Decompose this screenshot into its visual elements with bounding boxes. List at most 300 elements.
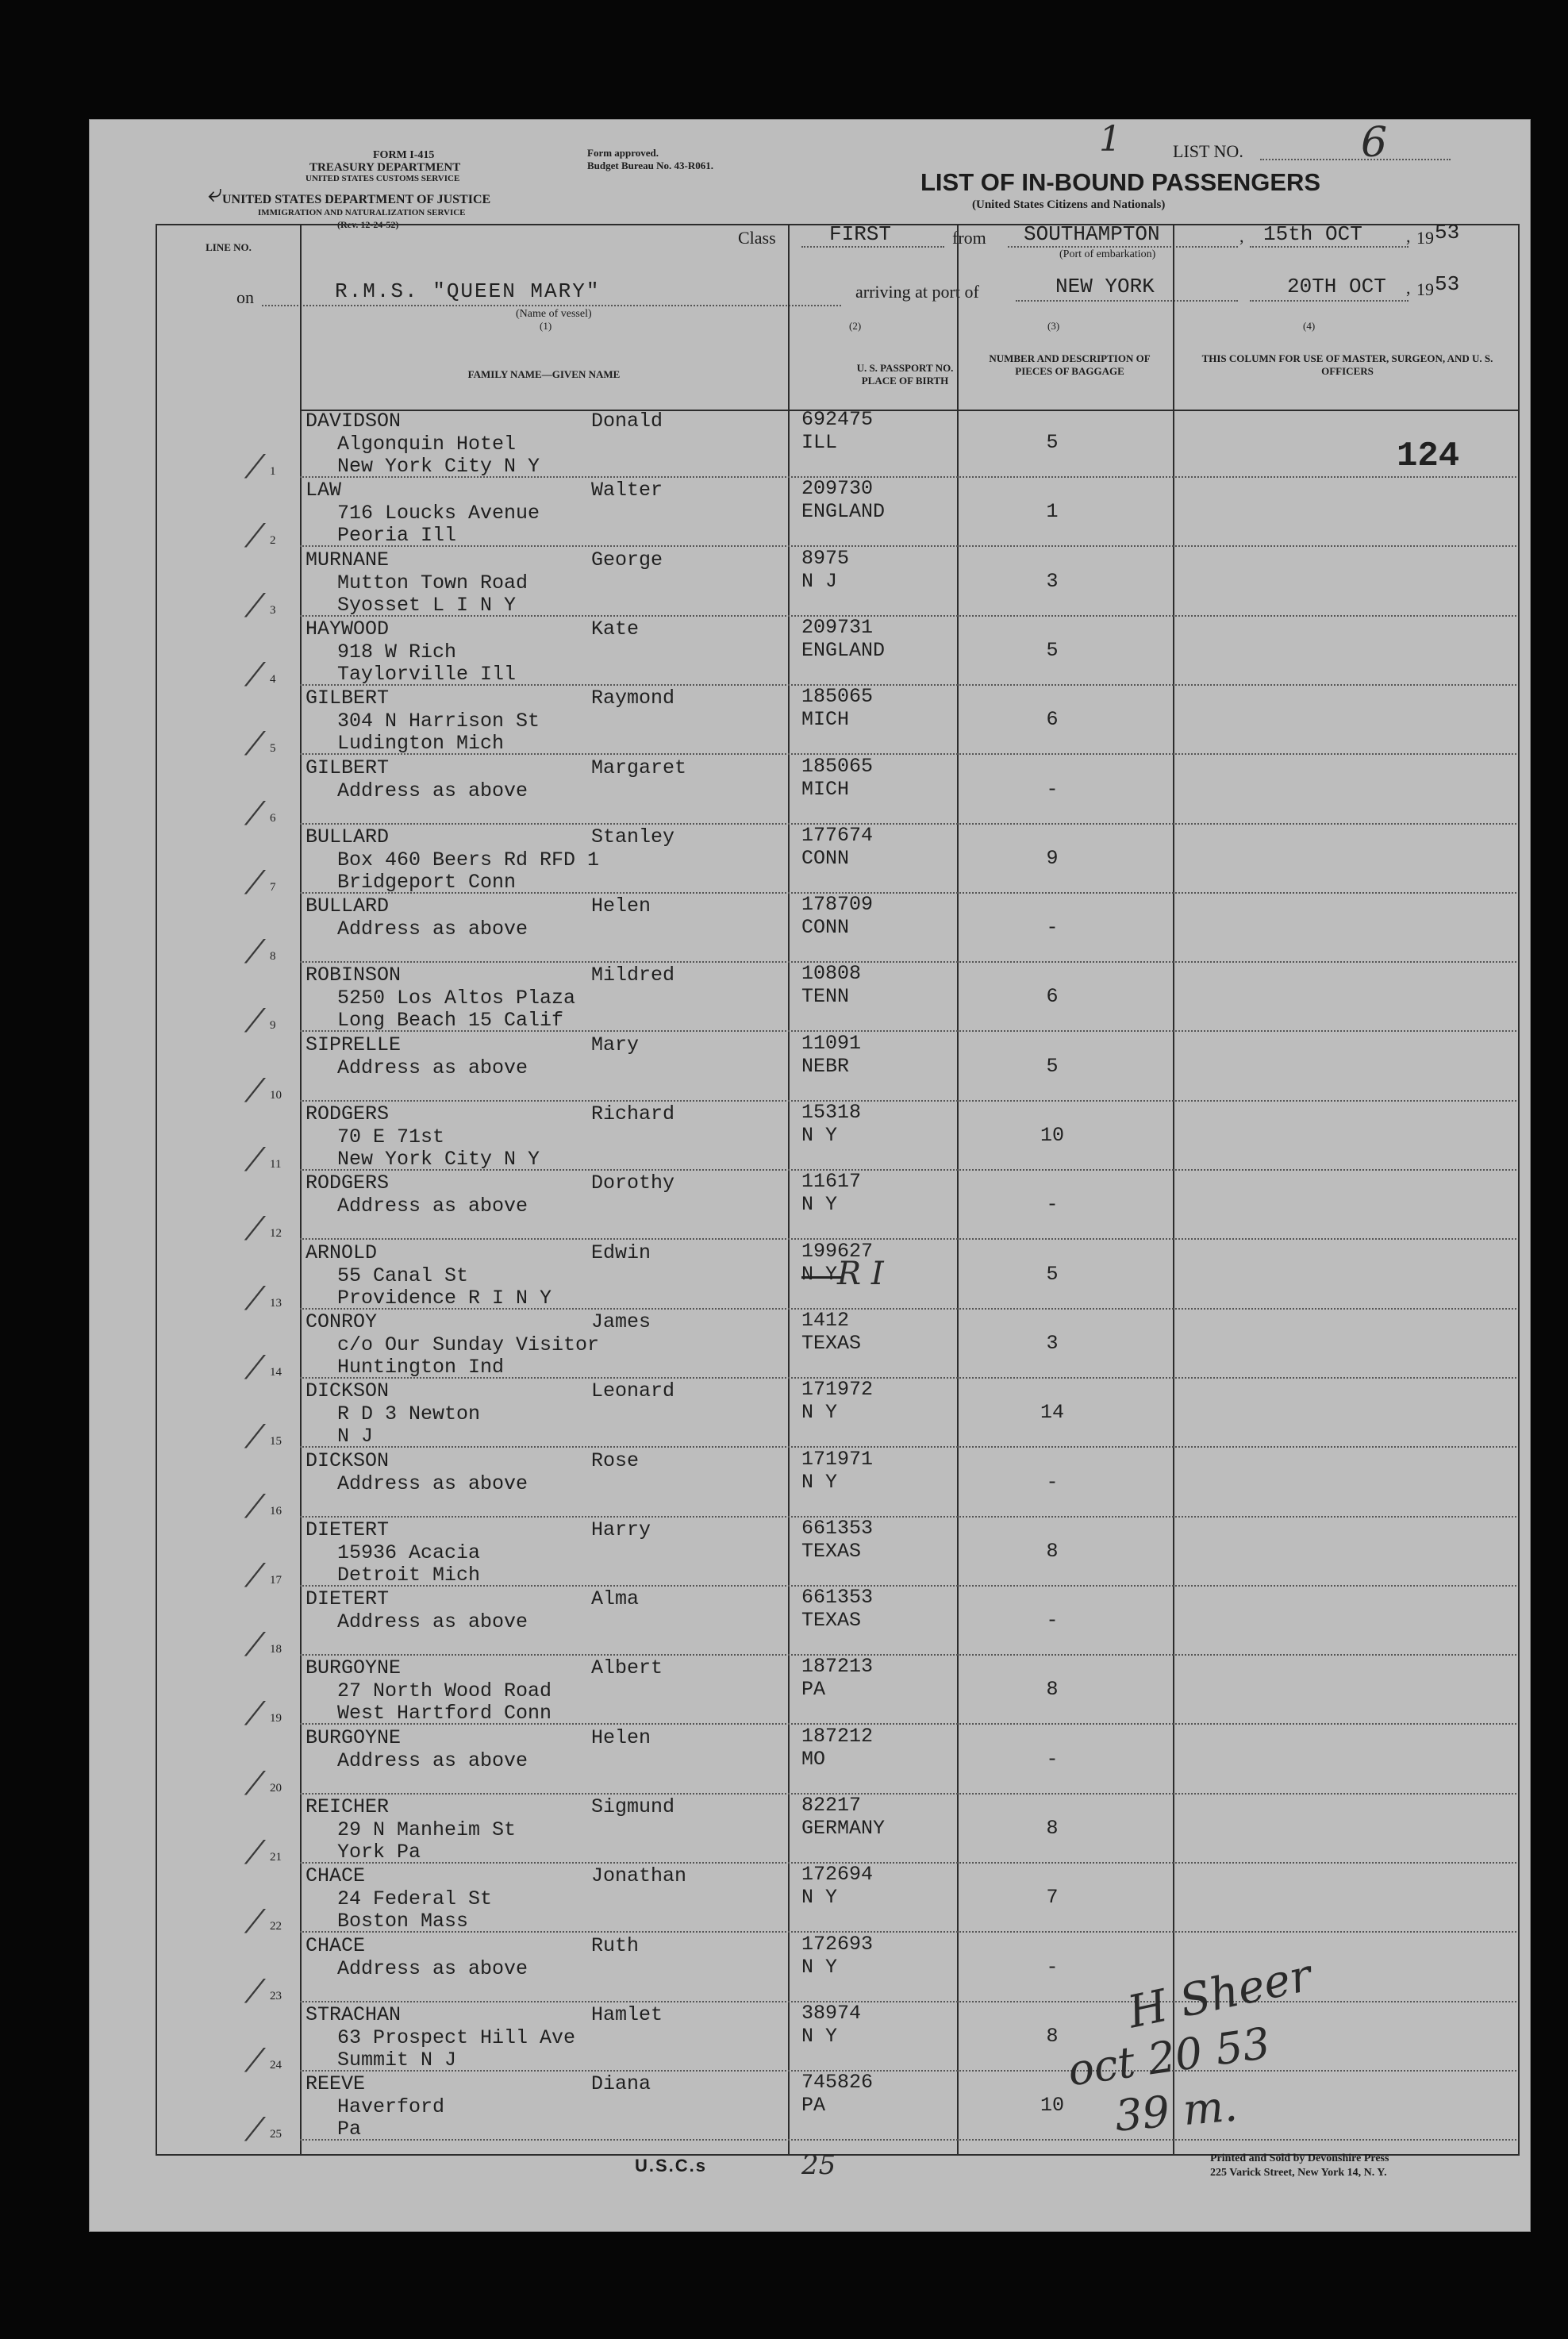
- top-mark: 1: [1099, 119, 1121, 160]
- baggage-count: -: [1046, 1955, 1059, 1979]
- baggage-count: 3: [1046, 1331, 1059, 1355]
- row-separator: [300, 753, 1516, 755]
- row-separator: [300, 1723, 1516, 1725]
- check-mark: ⁄: [252, 1488, 258, 1525]
- given-name: Rose: [591, 1448, 640, 1472]
- baggage-count: 3: [1046, 569, 1059, 593]
- baggage-count: 9: [1046, 846, 1059, 870]
- row-separator: [300, 2139, 1516, 2141]
- row-separator: [300, 615, 1516, 617]
- address-line-2: Peoria Ill: [337, 524, 457, 548]
- row-separator: [300, 545, 1516, 547]
- passport-number: 185065: [801, 754, 874, 778]
- arrival-comma: ,: [1406, 278, 1411, 298]
- given-name: Donald: [591, 410, 663, 433]
- given-name: Ruth: [591, 1933, 640, 1957]
- passport-number: 11617: [801, 1170, 862, 1194]
- depart-year: 53: [1435, 221, 1460, 244]
- passport-number: 172694: [801, 1863, 874, 1887]
- place-of-birth: GERMANY: [801, 1817, 886, 1840]
- baggage-count: 5: [1046, 431, 1059, 454]
- address-line-2: Detroit Mich: [337, 1563, 481, 1587]
- place-of-birth: TEXAS: [801, 1331, 862, 1355]
- place-of-birth: TEXAS: [801, 1609, 862, 1633]
- check-mark: ⁄: [252, 864, 258, 902]
- line-number: 12: [270, 1227, 282, 1241]
- check-mark: ⁄: [252, 518, 258, 556]
- family-name: BURGOYNE: [306, 1656, 402, 1680]
- address-line-2: Long Beach 15 Calif: [337, 1009, 564, 1033]
- given-name: Richard: [591, 1102, 675, 1125]
- address-line-2: West Hartford Conn: [337, 1702, 552, 1725]
- family-name: DIETERT: [306, 1518, 390, 1541]
- line-number: 23: [270, 1989, 282, 2002]
- given-name: Leonard: [591, 1379, 675, 1403]
- check-mark: ⁄: [252, 1072, 258, 1110]
- baggage-count: 8: [1046, 2024, 1059, 2048]
- passport-number: 692475: [801, 408, 874, 431]
- col-num-2: (2): [849, 320, 862, 332]
- passport-number: 187212: [801, 1724, 874, 1748]
- col-header-baggage: NUMBER AND DESCRIPTION OF PIECES OF BAGGAGE: [989, 352, 1151, 377]
- baggage-count: 8: [1046, 1539, 1059, 1563]
- col-header-line-no: LINE NO.: [206, 241, 252, 253]
- line-number: 24: [270, 2058, 282, 2072]
- address-line-1: Address as above: [337, 1471, 528, 1495]
- address-line-1: c/o Our Sunday Visitor: [337, 1333, 600, 1356]
- list-no-label: LIST NO.: [1173, 141, 1243, 161]
- family-name: REEVE: [306, 2072, 366, 2096]
- place-of-birth: N Y: [801, 1262, 838, 1286]
- address-line-2: N J: [337, 1425, 374, 1448]
- family-name: ARNOLD: [306, 1241, 378, 1264]
- address-line-1: Address as above: [337, 1056, 528, 1079]
- passport-number: 172693: [801, 1932, 874, 1956]
- row-separator: [300, 1931, 1516, 1933]
- line-number: 6: [270, 811, 276, 825]
- passport-number: 745826: [801, 2071, 874, 2095]
- check-mark: ⁄: [252, 1904, 258, 1941]
- given-name: Alma: [591, 1587, 640, 1611]
- address-line-1: Box 460 Beers Rd RFD 1: [337, 848, 600, 871]
- corner-mark: ⤶: [208, 179, 222, 207]
- col-num-3: (3): [1047, 320, 1060, 332]
- place-of-birth: N Y: [801, 1193, 838, 1217]
- family-name: REICHER: [306, 1795, 390, 1818]
- check-mark: ⁄: [252, 449, 258, 486]
- arriving-label: arriving at port of: [855, 282, 979, 302]
- row-separator: [300, 1793, 1516, 1795]
- row-separator: [300, 684, 1516, 686]
- family-name: BULLARD: [306, 894, 390, 918]
- address-line-2: Ludington Mich: [337, 732, 505, 756]
- given-name: Helen: [591, 894, 651, 918]
- footer-count: 25: [801, 2149, 836, 2181]
- given-name: Margaret: [591, 756, 687, 779]
- family-name: BULLARD: [306, 825, 390, 848]
- place-of-birth: N Y: [801, 1470, 838, 1494]
- address-line-2: Syosset L I N Y: [337, 593, 517, 617]
- place-of-birth: CONN: [801, 916, 850, 940]
- address-line-2: New York City N Y: [337, 455, 540, 478]
- check-mark: ⁄: [252, 656, 258, 694]
- place-of-birth: TEXAS: [801, 1539, 862, 1563]
- family-name: BURGOYNE: [306, 1725, 402, 1749]
- family-name: GILBERT: [306, 687, 390, 710]
- passport-number: 171972: [801, 1378, 874, 1402]
- list-subtitle: (United States Citizens and Nationals): [972, 198, 1166, 211]
- given-name: Mildred: [591, 964, 675, 987]
- list-no-value: 6: [1361, 119, 1388, 167]
- passport-number: 177674: [801, 823, 874, 847]
- inspection-date: oct 20 53: [1064, 2018, 1274, 2096]
- form-number: FORM I-415: [373, 149, 435, 161]
- baggage-count: 6: [1046, 985, 1059, 1009]
- arrival-year: 53: [1435, 272, 1460, 296]
- printer-line-1: Printed and Sold by Devonshire Press: [1210, 2152, 1389, 2164]
- address-line-1: 5250 Los Altos Plaza: [337, 987, 576, 1010]
- address-line-1: Address as above: [337, 779, 528, 802]
- baggage-count: 5: [1046, 1262, 1059, 1286]
- family-name: MURNANE: [306, 548, 390, 571]
- col-num-4: (4): [1303, 320, 1316, 332]
- place-of-birth: MICH: [801, 777, 850, 801]
- col-divider: [957, 225, 959, 2154]
- baggage-count: -: [1046, 777, 1059, 801]
- row-separator: [300, 1585, 1516, 1587]
- check-mark: ⁄: [252, 726, 258, 764]
- passport-number: 661353: [801, 1516, 874, 1540]
- passport-number: 10808: [801, 962, 862, 986]
- place-of-birth: N Y: [801, 1886, 838, 1910]
- line-number: 13: [270, 1296, 282, 1310]
- depart-date: 15th OCT: [1263, 222, 1362, 246]
- line-number: 8: [270, 950, 276, 964]
- check-mark: ⁄: [252, 2042, 258, 2079]
- baggage-count: 5: [1046, 1054, 1059, 1078]
- place-of-birth: CONN: [801, 846, 850, 870]
- given-name: Diana: [591, 2072, 651, 2096]
- given-name: James: [591, 1310, 651, 1333]
- budget-bureau: Budget Bureau No. 43-R061.: [587, 160, 714, 171]
- line-number: 7: [270, 880, 276, 894]
- address-line-1: Address as above: [337, 1610, 528, 1634]
- line-number: 5: [270, 742, 276, 756]
- on-label: on: [236, 287, 254, 307]
- list-no-line: [1260, 159, 1451, 160]
- row-separator: [300, 961, 1516, 963]
- address-line-1: 55 Canal St: [337, 1264, 469, 1287]
- address-line-1: 716 Loucks Avenue: [337, 502, 540, 525]
- line-number: 4: [270, 672, 276, 686]
- address-line-2: York Pa: [337, 1841, 421, 1864]
- passenger-count-annotation: 124: [1397, 437, 1460, 476]
- row-separator: [300, 476, 1516, 478]
- place-of-birth: NEBR: [801, 1054, 850, 1078]
- line-number: 2: [270, 534, 276, 548]
- address-line-1: Address as above: [337, 1195, 528, 1218]
- address-line-1: Address as above: [337, 1956, 528, 1980]
- baggage-count: -: [1046, 916, 1059, 940]
- baggage-count: -: [1046, 1609, 1059, 1633]
- line-number: 21: [270, 1851, 282, 1864]
- row-separator: [300, 892, 1516, 894]
- row-separator: [300, 1169, 1516, 1171]
- passport-number: 209730: [801, 477, 874, 501]
- address-line-1: 29 N Manheim St: [337, 1818, 517, 1841]
- passport-number: 178709: [801, 893, 874, 917]
- rev-label: (Rev. 12-24-52): [337, 219, 399, 230]
- address-line-1: 70 E 71st: [337, 1125, 445, 1148]
- family-name: GILBERT: [306, 756, 390, 779]
- from-label: from: [952, 228, 986, 248]
- list-title: LIST OF IN-BOUND PASSENGERS: [920, 168, 1321, 196]
- line-number: 9: [270, 1019, 276, 1033]
- check-mark: ⁄: [252, 1003, 258, 1041]
- inspector-signature: H Sheer: [1123, 1949, 1316, 2039]
- baggage-count: 10: [1040, 1124, 1064, 1147]
- check-mark: ⁄: [252, 934, 258, 971]
- place-of-birth: TENN: [801, 985, 850, 1009]
- check-mark: ⁄: [252, 1280, 258, 1318]
- row-separator: [300, 823, 1516, 825]
- line-number: 14: [270, 1365, 282, 1379]
- address-line-1: Haverford: [337, 2095, 445, 2119]
- place-of-birth: PA: [801, 2094, 826, 2118]
- address-line-2: Pa: [337, 2118, 362, 2141]
- check-mark: ⁄: [252, 1419, 258, 1456]
- printer-line-2: 225 Varick Street, New York 14, N. Y.: [1210, 2167, 1387, 2179]
- family-name: DAVIDSON: [306, 410, 402, 433]
- baggage-count: -: [1046, 1470, 1059, 1494]
- given-name: Stanley: [591, 825, 675, 848]
- address-line-2: New York City N Y: [337, 1148, 540, 1171]
- row-separator: [300, 1100, 1516, 1102]
- place-of-birth: N Y: [801, 1955, 838, 1979]
- check-mark: ⁄: [252, 1142, 258, 1179]
- passport-number: 82217: [801, 1794, 862, 1817]
- address-line-1: 27 North Wood Road: [337, 1679, 552, 1703]
- address-line-2: Huntington Ind: [337, 1355, 505, 1379]
- inspection-mark: 39 m.: [1113, 2080, 1239, 2141]
- place-of-birth: N Y: [801, 2024, 838, 2048]
- col-divider: [1173, 225, 1174, 2154]
- place-of-birth: ENGLAND: [801, 638, 886, 662]
- ri-correction: R I: [837, 1256, 884, 1292]
- row-separator: [300, 1308, 1516, 1310]
- family-name: STRACHAN: [306, 2002, 402, 2026]
- check-mark: ⁄: [252, 1696, 258, 1733]
- passport-number: 187213: [801, 1655, 874, 1679]
- family-name: CONROY: [306, 1310, 378, 1333]
- customs-service: UNITED STATES CUSTOMS SERVICE: [306, 174, 460, 183]
- baggage-count: 8: [1046, 1817, 1059, 1840]
- baggage-count: 14: [1040, 1401, 1064, 1425]
- line-number: 18: [270, 1643, 282, 1656]
- comma: ,: [1239, 226, 1244, 246]
- class-value: FIRST: [829, 222, 892, 246]
- line-number: 1: [270, 465, 276, 478]
- address-line-2: Providence R I N Y: [337, 1286, 552, 1310]
- place-of-birth: ENGLAND: [801, 500, 886, 524]
- from-value: SOUTHAMPTON: [1024, 222, 1160, 246]
- given-name: Kate: [591, 617, 640, 641]
- line-number: 17: [270, 1573, 282, 1587]
- family-name: HAYWOOD: [306, 617, 390, 641]
- address-line-1: 918 W Rich: [337, 640, 457, 664]
- passport-number: 661353: [801, 1586, 874, 1610]
- baggage-count: 10: [1040, 2094, 1064, 2118]
- col-header-passport: U. S. PASSPORT NO. PLACE OF BIRTH: [856, 362, 954, 387]
- address-line-1: Address as above: [337, 918, 528, 941]
- row-separator: [300, 1446, 1516, 1448]
- baggage-count: 6: [1046, 708, 1059, 732]
- line-number: 22: [270, 1920, 282, 1933]
- baggage-count: 7: [1046, 1886, 1059, 1910]
- address-line-1: 304 N Harrison St: [337, 710, 540, 733]
- given-name: Hamlet: [591, 2002, 663, 2026]
- vessel-name: R.M.S. "QUEEN MARY": [335, 279, 601, 303]
- family-name: RODGERS: [306, 1171, 390, 1195]
- given-name: Raymond: [591, 687, 675, 710]
- col-divider: [300, 225, 302, 2154]
- line-number: 25: [270, 2128, 282, 2141]
- check-mark: ⁄: [252, 2112, 258, 2149]
- family-name: SIPRELLE: [306, 1033, 402, 1056]
- given-name: George: [591, 548, 663, 571]
- address-line-2: Summit N J: [337, 2048, 457, 2072]
- birth-strikethrough: [801, 1276, 841, 1279]
- family-name: DIETERT: [306, 1587, 390, 1611]
- place-of-birth: N Y: [801, 1124, 838, 1147]
- family-name: DICKSON: [306, 1448, 390, 1472]
- check-mark: ⁄: [252, 1973, 258, 2010]
- line-number: 11: [270, 1158, 282, 1171]
- uscs-code: U.S.C.s: [635, 2156, 708, 2176]
- place-of-birth: N J: [801, 569, 838, 593]
- passport-number: 8975: [801, 546, 850, 570]
- given-name: Sigmund: [591, 1795, 675, 1818]
- given-name: Albert: [591, 1656, 663, 1680]
- row-separator: [300, 1238, 1516, 1240]
- given-name: Helen: [591, 1725, 651, 1749]
- address-line-1: 63 Prospect Hill Ave: [337, 2025, 576, 2049]
- line-number: 20: [270, 1781, 282, 1795]
- form-approved: Form approved.: [587, 147, 659, 159]
- arrival-year-prefix: 19: [1416, 279, 1434, 299]
- treasury-dept: TREASURY DEPARTMENT: [309, 161, 461, 174]
- place-of-birth: ILL: [801, 431, 838, 454]
- check-mark: ⁄: [252, 1835, 258, 1872]
- arrival-date: 20TH OCT: [1287, 275, 1386, 298]
- family-name: RODGERS: [306, 1102, 390, 1125]
- check-mark: ⁄: [252, 1557, 258, 1595]
- given-name: Mary: [591, 1033, 640, 1056]
- check-mark: ⁄: [252, 1765, 258, 1802]
- col-header-name: FAMILY NAME—GIVEN NAME: [467, 368, 621, 380]
- depart-year-prefix: 19: [1416, 228, 1434, 248]
- given-name: Harry: [591, 1518, 651, 1541]
- line-number: 15: [270, 1435, 282, 1448]
- depart-comma: ,: [1406, 226, 1411, 246]
- col-divider: [788, 225, 790, 2154]
- class-label: Class: [738, 228, 776, 248]
- place-of-birth: N Y: [801, 1401, 838, 1425]
- passport-number: 1412: [801, 1308, 850, 1332]
- line-number: 19: [270, 1712, 282, 1725]
- passport-number: 11091: [801, 1031, 862, 1055]
- family-name: DICKSON: [306, 1379, 390, 1403]
- given-name: Edwin: [591, 1241, 651, 1264]
- passport-number: 171971: [801, 1447, 874, 1471]
- baggage-count: 1: [1046, 500, 1059, 524]
- place-of-birth: MO: [801, 1747, 826, 1771]
- col-num-1: (1): [540, 320, 552, 332]
- place-of-birth: MICH: [801, 708, 850, 732]
- passport-number: 199627: [801, 1239, 874, 1263]
- place-of-birth: PA: [801, 1678, 826, 1702]
- baggage-count: -: [1046, 1747, 1059, 1771]
- family-name: ROBINSON: [306, 964, 402, 987]
- header-rule: [300, 410, 1518, 411]
- baggage-count: 8: [1046, 1678, 1059, 1702]
- given-name: Jonathan: [591, 1864, 687, 1888]
- line-number: 10: [270, 1088, 282, 1102]
- given-name: Walter: [591, 479, 663, 502]
- line-number: 16: [270, 1504, 282, 1518]
- address-line-1: R D 3 Newton: [337, 1402, 481, 1426]
- check-mark: ⁄: [252, 1627, 258, 1664]
- row-separator: [300, 2070, 1516, 2072]
- vessel-note: (Name of vessel): [516, 308, 592, 320]
- passport-number: 15318: [801, 1101, 862, 1124]
- family-name: LAW: [306, 479, 342, 502]
- arrival-port: NEW YORK: [1055, 275, 1155, 298]
- check-mark: ⁄: [252, 1211, 258, 1248]
- address-line-1: 24 Federal St: [337, 1887, 493, 1911]
- family-name: CHACE: [306, 1864, 366, 1888]
- ins-label: IMMIGRATION AND NATURALIZATION SERVICE: [258, 208, 466, 217]
- baggage-count: -: [1046, 1193, 1059, 1217]
- passport-number: 209731: [801, 615, 874, 639]
- row-separator: [300, 1030, 1516, 1032]
- address-line-1: Address as above: [337, 1748, 528, 1772]
- check-mark: ⁄: [252, 1349, 258, 1387]
- address-line-1: Algonquin Hotel: [337, 433, 517, 456]
- row-separator: [300, 1377, 1516, 1379]
- check-mark: ⁄: [252, 795, 258, 833]
- check-mark: ⁄: [252, 587, 258, 625]
- baggage-count: 5: [1046, 638, 1059, 662]
- passport-number: 185065: [801, 685, 874, 709]
- address-line-2: Boston Mass: [337, 1910, 469, 1933]
- given-name: Dorothy: [591, 1171, 675, 1195]
- address-line-1: Mutton Town Road: [337, 571, 528, 594]
- col-header-officers: THIS COLUMN FOR USE OF MASTER, SURGEON, AND U. S. OFFICERS: [1201, 352, 1493, 377]
- passport-number: 38974: [801, 2001, 862, 2025]
- row-separator: [300, 1862, 1516, 1864]
- address-line-1: 15936 Acacia: [337, 1541, 481, 1564]
- justice-dept: UNITED STATES DEPARTMENT OF JUSTICE: [222, 193, 491, 206]
- port-note: (Port of embarkation): [1059, 248, 1156, 260]
- address-line-2: Bridgeport Conn: [337, 870, 517, 894]
- address-line-2: Taylorville Ill: [337, 662, 517, 686]
- row-separator: [300, 1654, 1516, 1656]
- row-separator: [300, 2001, 1516, 2002]
- row-separator: [300, 1516, 1516, 1518]
- family-name: CHACE: [306, 1933, 366, 1957]
- line-number: 3: [270, 603, 276, 617]
